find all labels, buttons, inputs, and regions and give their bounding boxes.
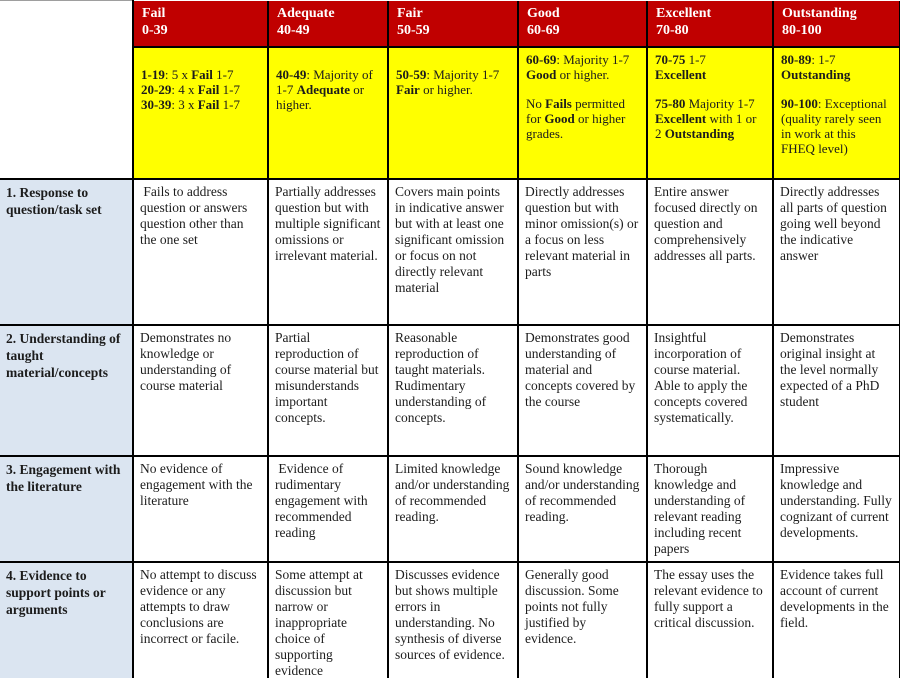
column-header-row bbox=[0, 1, 900, 47]
grade-rule-excellent: 70-75 1-7 Excellent 75-80 Majority 1-7 Excellent with 1 or 2 Outstanding bbox=[647, 47, 773, 179]
criterion-row-response bbox=[0, 179, 900, 325]
rubric-cell-evidence-good: Generally good discussion. Some points not fully justified by evidence. bbox=[518, 562, 647, 678]
column-range: 70-80 bbox=[656, 22, 689, 38]
criterion-row-understanding bbox=[0, 325, 900, 456]
criterion-row-literature bbox=[0, 456, 900, 562]
column-label: Good bbox=[527, 5, 560, 21]
column-label: Outstanding bbox=[782, 5, 857, 21]
grade-rule-adequate: 40-49: Majority of 1-7 Adequate or higher. bbox=[268, 47, 388, 179]
grade-rule-fail: 1-19: 5 x Fail 1-7 20-29: 4 x Fail 1-7 30-39: 3 x Fail 1-7 bbox=[133, 47, 268, 179]
rubric-cell-evidence-fair: Discusses evidence but shows multiple errors in understanding. No synthesis of diverse sources of evidence. bbox=[388, 562, 518, 678]
column-header-fair bbox=[388, 1, 518, 47]
rubric-cell-understanding-adequate: Partial reproduction of course material but misunderstands important concepts. bbox=[268, 325, 388, 456]
rubric-cell-evidence-adequate: Some attempt at discussion but narrow or inappropriate choice of supporting evidence bbox=[268, 562, 388, 678]
grade-rule-good: 60-69: Majority 1-7 Good or higher. No Fails permitted for Good or higher grades. bbox=[518, 47, 647, 179]
rubric-cell-response-fair: Covers main points in indicative answer but with at least one significant omission or focus on not directly relevant material bbox=[388, 179, 518, 325]
rubric-cell-evidence-outstanding: Evidence takes full account of current developments in the field. bbox=[773, 562, 900, 678]
rubric-cell-literature-outstanding: Impressive knowledge and understanding. Fully cognizant of current developments. bbox=[773, 456, 900, 562]
rubric-cell-literature-fair: Limited knowledge and/or understanding of recommended reading. bbox=[388, 456, 518, 562]
rubric-cell-evidence-fail: No attempt to discuss evidence or any attempts to draw conclusions are incorrect or facile. bbox=[133, 562, 268, 678]
column-range: 50-59 bbox=[397, 22, 430, 38]
corner-cell bbox=[0, 1, 133, 179]
rubric-cell-response-outstanding: Directly addresses all parts of question going well beyond the indicative answer bbox=[773, 179, 900, 325]
rubric-cell-understanding-excellent: Insightful incorporation of course material. Able to apply the concepts covered systematically. bbox=[647, 325, 773, 456]
column-header-excellent bbox=[647, 1, 773, 47]
rubric-cell-response-good: Directly addresses question but with minor omission(s) or a focus on less relevant material in parts bbox=[518, 179, 647, 325]
rubric-cell-evidence-excellent: The essay uses the relevant evidence to fully support a critical discussion. bbox=[647, 562, 773, 678]
grade-rules-row bbox=[0, 47, 900, 179]
column-header-good bbox=[518, 1, 647, 47]
rubric-cell-understanding-fail: Demonstrates no knowledge or understanding of course material bbox=[133, 325, 268, 456]
rubric-cell-understanding-outstanding: Demonstrates original insight at the level normally expected of a PhD student bbox=[773, 325, 900, 456]
column-range: 0-39 bbox=[142, 22, 168, 38]
column-label: Excellent bbox=[656, 5, 712, 21]
column-range: 60-69 bbox=[527, 22, 560, 38]
column-label: Adequate bbox=[277, 5, 335, 21]
column-range: 40-49 bbox=[277, 22, 310, 38]
rubric-cell-response-excellent: Entire answer focused directly on question and comprehensively addresses all parts. bbox=[647, 179, 773, 325]
rubric-cell-literature-excellent: Thorough knowledge and understanding of relevant reading including recent papers bbox=[647, 456, 773, 562]
criterion-label: 2. Understanding of taught material/concepts bbox=[0, 325, 133, 456]
rubric-cell-response-adequate: Partially addresses question but with multiple significant omissions or irrelevant material. bbox=[268, 179, 388, 325]
column-range: 80-100 bbox=[782, 22, 822, 38]
criterion-label: 1. Response to question/task set bbox=[0, 179, 133, 325]
grade-rule-outstanding: 80-89: 1-7 Outstanding 90-100: Exceptional (quality rarely seen in work at this FHEQ level) bbox=[773, 47, 900, 179]
criterion-label: 4. Evidence to support points or arguments bbox=[0, 562, 133, 678]
rubric-cell-understanding-good: Demonstrates good understanding of material and concepts covered by the course bbox=[518, 325, 647, 456]
rubric-cell-literature-good: Sound knowledge and/or understanding of recommended reading. bbox=[518, 456, 647, 562]
rubric-cell-literature-fail: No evidence of engagement with the literature bbox=[133, 456, 268, 562]
grade-rule-fair: 50-59: Majority 1-7 Fair or higher. bbox=[388, 47, 518, 179]
column-label: Fair bbox=[397, 5, 423, 21]
column-header-adequate bbox=[268, 1, 388, 47]
rubric-cell-understanding-fair: Reasonable reproduction of taught materials. Rudimentary understanding of concepts. bbox=[388, 325, 518, 456]
criterion-label: 3. Engagement with the literature bbox=[0, 456, 133, 562]
column-header-outstanding bbox=[773, 1, 900, 47]
criterion-row-evidence bbox=[0, 562, 900, 678]
column-label: Fail bbox=[142, 5, 166, 21]
column-header-fail bbox=[133, 1, 268, 47]
rubric-cell-literature-adequate: Evidence of rudimentary engagement with recommended reading bbox=[268, 456, 388, 562]
rubric-cell-response-fail: Fails to address question or answers question other than the one set bbox=[133, 179, 268, 325]
